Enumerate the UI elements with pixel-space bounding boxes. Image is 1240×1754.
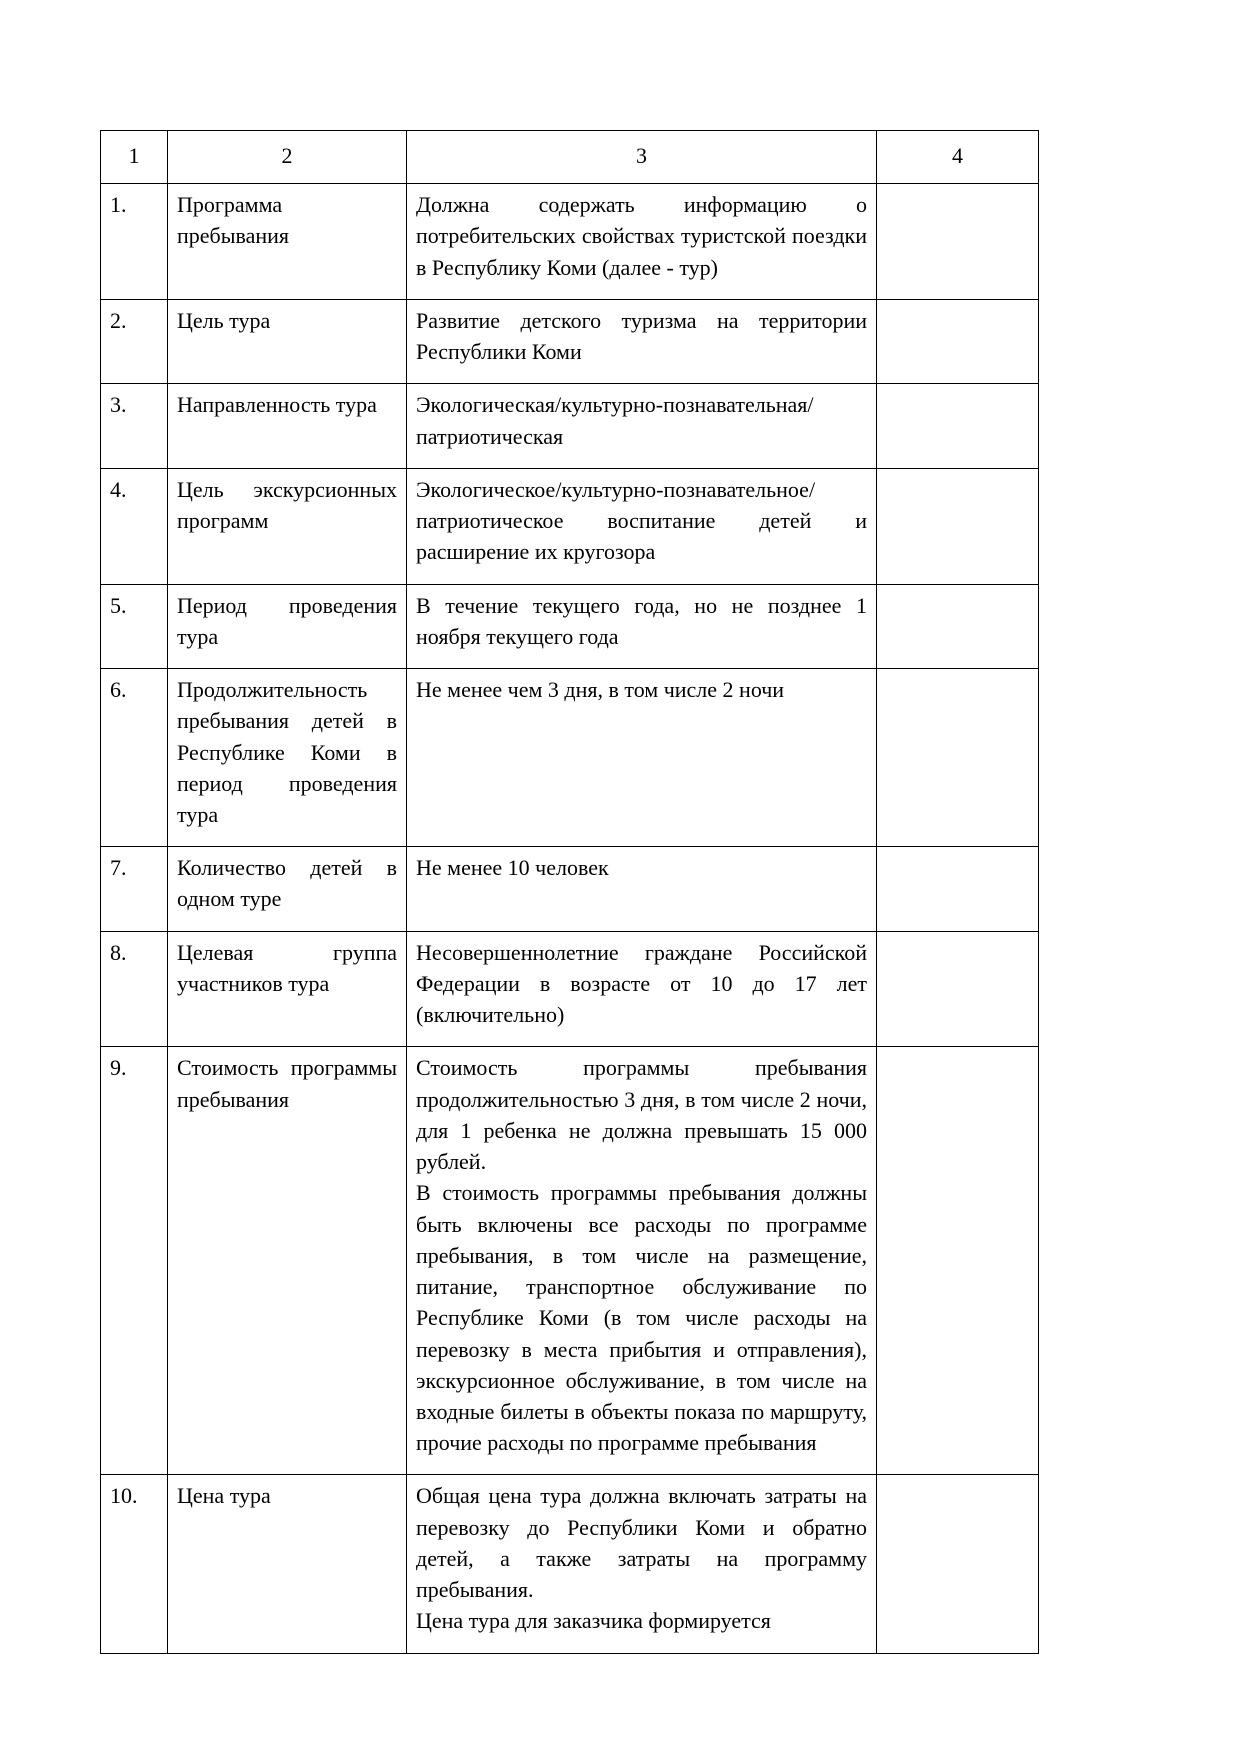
row-number: 7.: [101, 847, 168, 931]
criterion-name: Стоимость программы пребывания: [168, 1047, 407, 1475]
criterion-name: Программа пребывания: [168, 184, 407, 300]
description-paragraph: Экологическое/культурно-познавательное/ патриотическое воспитание детей и расширение их кругозора: [416, 476, 867, 565]
header-col-2: 2: [168, 131, 407, 184]
row-number: 4.: [101, 468, 168, 584]
row-number: 3.: [101, 384, 168, 468]
table-row: [101, 584, 1039, 668]
value-cell: [877, 1475, 1039, 1653]
criterion-description: [407, 184, 877, 300]
value-cell: [877, 468, 1039, 584]
criterion-description: [407, 299, 877, 383]
criterion-description: [407, 468, 877, 584]
description-paragraph: Общая цена тура должна включать затраты на перевозку до Республики Коми и обратно детей, а также затраты на программу пребывания.: [416, 1483, 867, 1603]
table-row: [101, 184, 1039, 300]
value-cell: [877, 584, 1039, 668]
description-paragraph: В стоимость программы пребывания должны быть включены все расходы по программе пребывания, в том числе на размещение, питание, транспортное обслуживание по Республике Коми (в том числе расходы на перевозку в места прибытия и отправления), экскурсионное обслуживание, в том числе на входные билеты в объекты показа по маршруту, прочие расходы по программе пребывания: [416, 1180, 867, 1456]
description-paragraph: Должна содержать информацию о потребительских свойствах туристской поездки в Республику Коми (далее - тур): [416, 192, 867, 280]
criterion-description: [407, 584, 877, 668]
table-row: [101, 847, 1039, 931]
description-paragraph: Стоимость программы пребывания продолжительностью 3 дня, в том числе 2 ночи, для 1 ребенка не должна превышать 15 000 рублей.: [416, 1055, 867, 1175]
value-cell: [877, 384, 1039, 468]
criterion-description: [407, 1047, 877, 1475]
criterion-name: Период проведения тура: [168, 584, 407, 668]
table-row: [101, 384, 1039, 468]
description-paragraph: Развитие детского туризма на территории Республики Коми: [416, 307, 867, 365]
table-row: [101, 931, 1039, 1047]
criterion-name: Целевая группа участников тура: [168, 931, 407, 1047]
table-header: [101, 131, 1039, 184]
requirements-table: [100, 130, 1039, 1654]
description-paragraph: Несовершеннолетние граждане Российской Федерации в возрасте от 10 до 17 лет (включительно): [416, 939, 867, 1028]
header-col-4: 4: [877, 131, 1039, 184]
criterion-description: [407, 931, 877, 1047]
document-page: [100, 130, 1038, 1654]
header-col-3: 3: [407, 131, 877, 184]
description-paragraph: Не менее чем 3 дня, в том числе 2 ночи: [416, 677, 785, 703]
row-number: 5.: [101, 584, 168, 668]
criterion-description: [407, 847, 877, 931]
criterion-name: Количество детей в одном туре: [168, 847, 407, 931]
header-col-1: 1: [101, 131, 168, 184]
value-cell: [877, 669, 1039, 847]
criterion-name: Цена тура: [168, 1475, 407, 1653]
row-number: 1.: [101, 184, 168, 300]
table-body: [101, 184, 1039, 1653]
row-number: 6.: [101, 669, 168, 847]
criterion-name: Цель экскурсионных программ: [168, 468, 407, 584]
description-paragraph: Не менее 10 человек: [416, 855, 609, 881]
row-number: 10.: [101, 1475, 168, 1653]
row-number: 2.: [101, 299, 168, 383]
table-row: [101, 1475, 1039, 1653]
table-row: [101, 669, 1039, 847]
criterion-name: Направленность тура: [168, 384, 407, 468]
criterion-description: [407, 669, 877, 847]
value-cell: [877, 184, 1039, 300]
criterion-description: [407, 384, 877, 468]
value-cell: [877, 931, 1039, 1047]
row-number: 9.: [101, 1047, 168, 1475]
description-paragraph: В течение текущего года, но не позднее 1 ноября текущего года: [416, 592, 867, 649]
value-cell: [877, 1047, 1039, 1475]
criterion-name: Продолжительность пребывания детей в Республике Коми в период проведения тура: [168, 669, 407, 847]
criterion-name: Цель тура: [168, 299, 407, 383]
table-row: [101, 1047, 1039, 1475]
value-cell: [877, 299, 1039, 383]
value-cell: [877, 847, 1039, 931]
criterion-description: [407, 1475, 877, 1653]
table-row: [101, 299, 1039, 383]
row-number: 8.: [101, 931, 168, 1047]
table-row: [101, 468, 1039, 584]
description-paragraph: Экологическая/культурно-познавательная/ патриотическая: [416, 392, 814, 449]
description-paragraph: Цена тура для заказчика формируется: [416, 1608, 771, 1634]
header-row: [101, 131, 1039, 184]
